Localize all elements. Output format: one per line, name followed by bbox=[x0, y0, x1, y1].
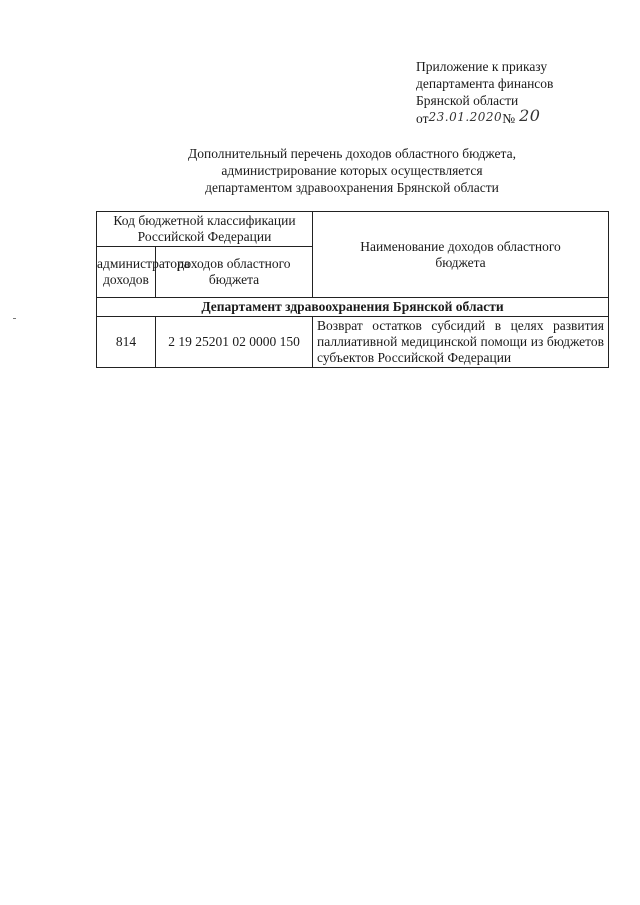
appendix-block bbox=[416, 58, 553, 127]
header-classification: Код бюджетной классификации Российской Федерации bbox=[97, 212, 313, 247]
header-row-1 bbox=[97, 212, 609, 247]
appendix-line-2: департамента финансов bbox=[416, 76, 554, 91]
scan-mark bbox=[13, 318, 16, 319]
admin-code-cell: 814 bbox=[97, 317, 156, 368]
income-code-cell: 2 19 25201 02 0000 150 bbox=[156, 317, 313, 368]
header-admin: администратора доходов bbox=[97, 247, 156, 298]
number-prefix: № bbox=[502, 111, 516, 126]
header-name: Наименование доходов областного бюджета bbox=[313, 212, 609, 298]
title-line-2: администрирование которых осуществляется bbox=[221, 163, 483, 178]
income-table bbox=[96, 211, 609, 368]
appendix-line-3: Брянской области bbox=[416, 93, 519, 108]
appendix-date-line bbox=[416, 106, 553, 127]
section-title: Департамент здравоохранения Брянской области bbox=[97, 298, 609, 317]
table-row bbox=[97, 317, 609, 368]
handwritten-number: 20 bbox=[519, 106, 541, 125]
title-line-1: Дополнительный перечень доходов областного бюджета, bbox=[188, 146, 516, 161]
title-line-3: департаментом здравоохранения Брянской области bbox=[205, 180, 499, 195]
appendix-line-1: Приложение к приказу bbox=[416, 59, 548, 74]
date-prefix: от bbox=[416, 111, 429, 126]
document-title bbox=[96, 145, 608, 196]
income-name-cell: Возврат остатков субсидий в целях развития паллиативной медицинской помощи из бюджетов субъектов Российской Федерации bbox=[313, 317, 609, 368]
section-row bbox=[97, 298, 609, 317]
header-income: доходов областного бюджета bbox=[156, 247, 313, 298]
handwritten-date: 23.01.2020 bbox=[428, 110, 503, 124]
